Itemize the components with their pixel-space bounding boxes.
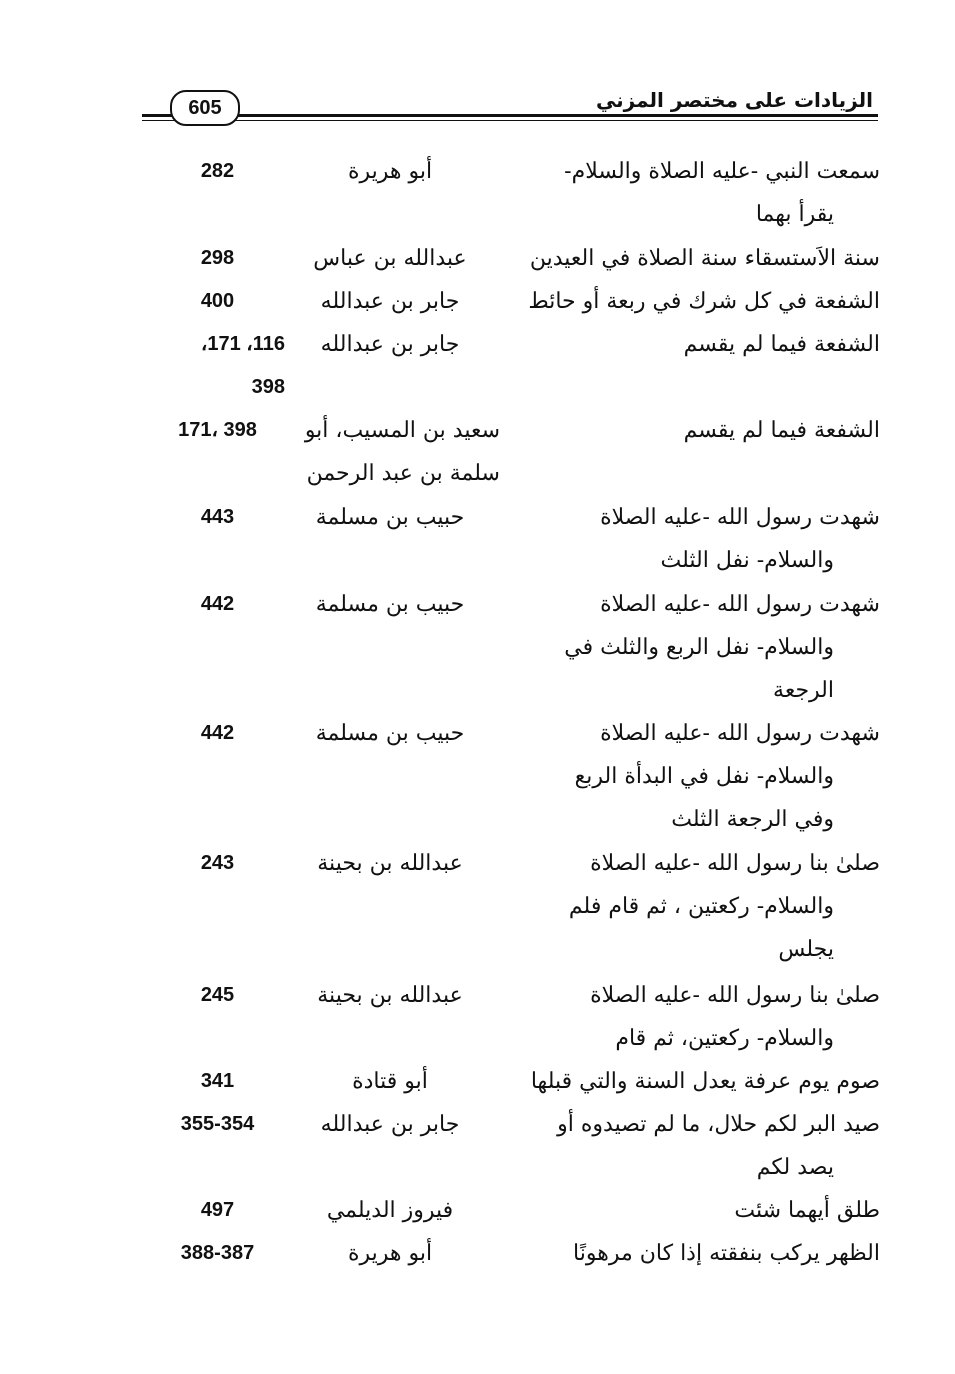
narrator: أبو قتادة: [352, 1069, 428, 1094]
page-refs: 245: [200, 984, 235, 1006]
hadith-text: الشفعة في كل شرك في ربعة أو حائط: [528, 289, 880, 314]
page-refs: 171، 398: [178, 419, 257, 441]
hadith-line: الرجعة: [773, 678, 834, 703]
page-refs: 282: [200, 160, 235, 182]
hadith-text: الشفعة فيما لم يقسم: [683, 332, 880, 357]
page-number-badge: 605: [170, 90, 240, 126]
narrator-line: سلمة بن عبد الرحمن: [306, 461, 500, 486]
hadith-line: يجلس: [778, 937, 834, 962]
hadith-line: يصد لكم: [756, 1155, 834, 1180]
page-refs: 400: [200, 290, 235, 312]
hadith-line: والسلام- نفل الربع والثلث في: [564, 635, 834, 660]
hadith-line: شهدت رسول الله -عليه الصلاة: [600, 592, 880, 617]
hadith-text: الشفعة فيما لم يقسم: [683, 418, 880, 443]
page-refs: 341: [200, 1070, 235, 1092]
page-refs: 388-387: [180, 1242, 255, 1264]
hadith-line: وفي الرجعة الثلث: [671, 807, 834, 832]
narrator: عبدالله بن عباس: [313, 246, 467, 271]
page-refs-line: 116، 171،: [200, 333, 285, 355]
narrator: حبيب بن مسلمة: [315, 505, 465, 530]
hadith-line: والسلام- ركعتين ، ثم قام فلم: [568, 894, 834, 919]
hadith-line: والسلام- ركعتين، ثم قام: [615, 1026, 834, 1051]
narrator: [285, 409, 500, 495]
hadith-text: [520, 583, 880, 712]
hadith-line: والسلام- نفل في البدأة الربع: [574, 764, 834, 789]
hadith-text: [520, 842, 880, 971]
page-refs: 355-354: [180, 1113, 255, 1135]
narrator: حبيب بن مسلمة: [315, 721, 465, 746]
narrator: حبيب بن مسلمة: [315, 592, 465, 617]
hadith-line: يقرأ بهما: [755, 202, 834, 227]
hadith-text: الظهر يركب بنفقته إذا كان مرهونًا: [573, 1241, 880, 1266]
hadith-text: طلق أيهما شئت: [734, 1198, 880, 1223]
running-title: الزيادات على مختصر المزني: [595, 88, 873, 112]
hadith-text: صوم يوم عرفة يعدل السنة والتي قبلها: [530, 1069, 880, 1094]
narrator: أبو هريرة: [347, 1241, 433, 1266]
hadith-line: صيد البر لكم حلال، ما لم تصيدوه أو: [557, 1112, 880, 1137]
narrator: فيروز الديلمي: [326, 1198, 454, 1223]
hadith-line: صلىٰ بنا رسول الله -عليه الصلاة: [590, 851, 880, 876]
hadith-line: شهدت رسول الله -عليه الصلاة: [600, 505, 880, 530]
hadith-text: [520, 1103, 880, 1189]
narrator-line: سعيد بن المسيب، أبو: [304, 418, 500, 443]
page-refs: 497: [200, 1199, 235, 1221]
hadith-line: صلىٰ بنا رسول الله -عليه الصلاة: [590, 983, 880, 1008]
hadith-text: سنة الاَستسقاء سنة الصلاة في العيدين: [529, 246, 880, 271]
page-refs: 443: [200, 506, 235, 528]
narrator: جابر بن عبدالله: [320, 332, 460, 357]
page-refs-line: 398: [251, 376, 285, 398]
hadith-line: شهدت رسول الله -عليه الصلاة: [600, 721, 880, 746]
page-refs: 442: [200, 722, 235, 744]
page-refs: 243: [200, 852, 235, 874]
hadith-line: سمعت النبي -عليه الصلاة والسلام-: [564, 159, 880, 184]
page-refs: 442: [200, 593, 235, 615]
page-refs: 298: [200, 247, 235, 269]
hadith-text: [520, 150, 880, 236]
hadith-text: [520, 974, 880, 1060]
page-refs: [150, 323, 285, 409]
narrator: جابر بن عبدالله: [320, 1112, 460, 1137]
narrator: أبو هريرة: [347, 159, 433, 184]
hadith-text: [520, 712, 880, 841]
hadith-text: [520, 496, 880, 582]
narrator: عبدالله بن بحينة: [317, 851, 463, 876]
hadith-line: والسلام- نفل الثلث: [660, 548, 834, 573]
narrator: عبدالله بن بحينة: [317, 983, 463, 1008]
narrator: جابر بن عبدالله: [320, 289, 460, 314]
